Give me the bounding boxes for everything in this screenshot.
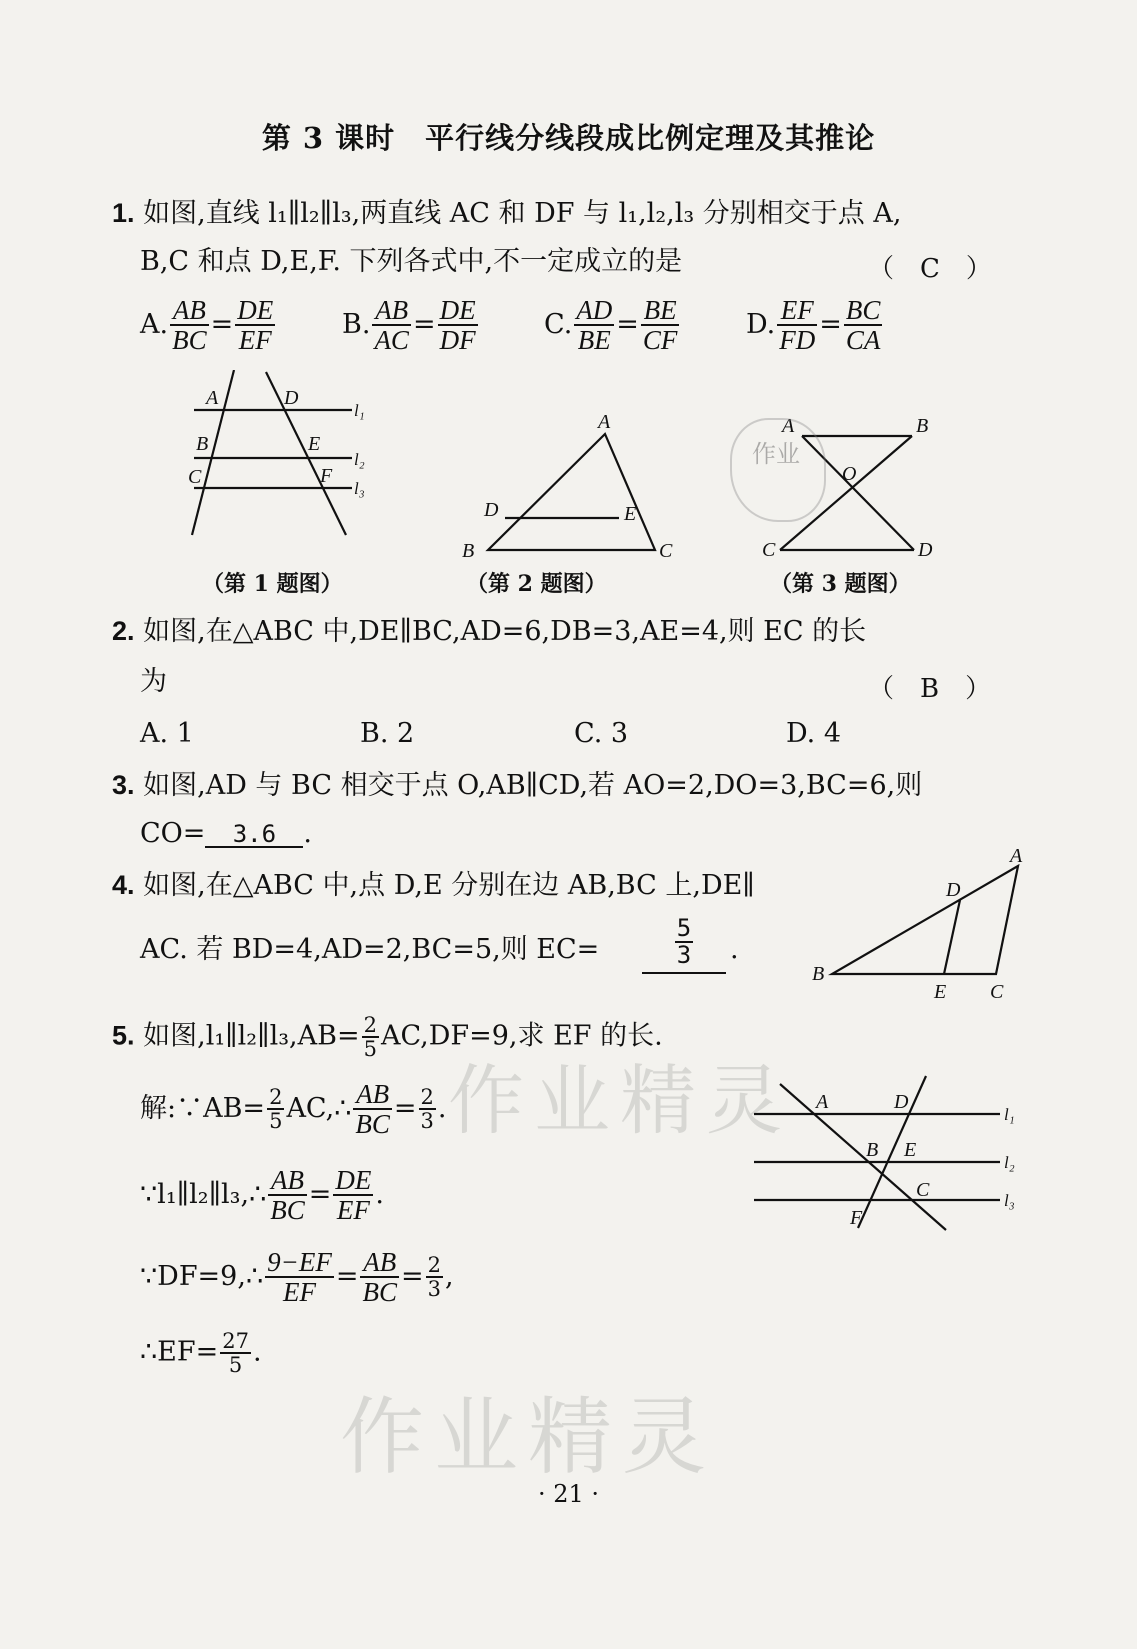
- q3-stem-line1: 如图,AD 与 BC 相交于点 O,AB∥CD,若 AO=2,DO=3,BC=6,则: [143, 770, 923, 801]
- fig3-label-a: A: [782, 415, 795, 437]
- q5-stem-prefix: 如图,l₁∥l₂∥l₃,AB=: [143, 1020, 360, 1052]
- fig5-label-l3: l₃: [1004, 1191, 1015, 1210]
- fig2-label-e: E: [624, 503, 637, 525]
- fig3-label-b: B: [916, 415, 929, 437]
- figure-2: [462, 410, 682, 560]
- q1-option-d-frac2: $\frac{BC}{CA}$: [845, 295, 881, 356]
- q3-line2-suffix: .: [303, 818, 313, 849]
- q1-option-b: B. $\frac{AB}{AC}$ = $\frac{DE}{DF}$: [342, 295, 476, 356]
- fig4-label-c: C: [990, 981, 1004, 1003]
- watermark-text-lower: 作业精灵: [340, 1388, 717, 1486]
- fig1-label-l1: l₁: [354, 401, 365, 420]
- fig1-line-df: [266, 372, 346, 535]
- q2-option-b: B. 2: [360, 718, 415, 749]
- fig4-label-b: B: [812, 963, 825, 985]
- q1-number: 1.: [112, 198, 135, 228]
- q1-stem-line2: B,C 和点 D,E,F. 下列各式中,不一定成立的是: [140, 246, 683, 277]
- q2-option-d: D. 4: [786, 718, 842, 749]
- q5-solution-line4: ∴EF= $\frac{27}{5}$ .: [140, 1329, 262, 1378]
- fig1-label-d: D: [284, 387, 299, 409]
- fig5-label-c: C: [916, 1179, 930, 1201]
- q1-option-a-frac1: $\frac{AB}{BC}$: [172, 295, 207, 356]
- fig5-label-e: E: [904, 1139, 917, 1161]
- fig3-label-c: C: [762, 539, 776, 560]
- q2-line1: [112, 618, 866, 645]
- q4-line2: [140, 936, 599, 963]
- q2-stem-line1: 如图,在△ABC 中,DE∥BC,AD=6,DB=3,AE=4,则 EC 的长: [143, 616, 867, 647]
- figure-1: [180, 370, 380, 545]
- fig1-label-e: E: [308, 433, 321, 455]
- fig5-label-l1: l₁: [1004, 1105, 1015, 1124]
- q1-option-d-label: D.: [746, 308, 776, 340]
- fig2-caption: （第 2 题图）: [466, 571, 607, 597]
- q5-solution-line1: 解:∵AB= $\frac{2}{5}$ AC,∴ $\frac{AB}{BC}$ = $\frac{2}{3}$ .: [140, 1079, 447, 1140]
- fig1-label-c: C: [188, 466, 202, 488]
- fig2-label-b: B: [462, 540, 475, 560]
- q2-option-a: A. 1: [140, 718, 194, 749]
- q1-stem-line1: 如图,直线 l₁∥l₂∥l₃,两直线 AC 和 DF 与 l₁,l₂,l₃ 分别相交于点 A,: [143, 198, 902, 229]
- q2-option-c: C. 3: [574, 718, 629, 749]
- q1-option-c: C. $\frac{AD}{BE}$ = $\frac{BE}{CF}$: [544, 295, 678, 356]
- q1-option-a-label: A.: [140, 308, 169, 340]
- figure-4: [810, 846, 1030, 1006]
- fig4-label-d: D: [946, 879, 961, 901]
- fig2-label-d: D: [484, 499, 499, 521]
- fig5-label-b: B: [866, 1139, 879, 1161]
- fig2-label-a: A: [598, 411, 611, 433]
- fig2-triangle: [488, 434, 655, 550]
- q4-answer-blank: [642, 916, 726, 974]
- q3-answer-blank: 3.6: [205, 822, 303, 848]
- fig4-line-de: [944, 900, 960, 974]
- watermark-stamp-text: 作业: [752, 440, 800, 468]
- q1-option-c-frac2: $\frac{BE}{CF}$: [642, 295, 678, 356]
- q1-option-b-frac2: $\frac{DE}{DF}$: [439, 295, 476, 356]
- q2-number: 2.: [112, 616, 135, 646]
- fig3-label-d: D: [918, 539, 933, 560]
- q4-answer-frac: $\frac{5}{3}$: [676, 914, 692, 970]
- fig5-label-a: A: [816, 1091, 829, 1113]
- fig1-caption: （第 1 题图）: [202, 571, 343, 597]
- fig3-caption: （第 3 题图）: [770, 571, 911, 597]
- q1-option-b-frac1: $\frac{AB}{AC}$: [374, 295, 409, 356]
- figure-5: [750, 1072, 1030, 1242]
- q4-stem-line1: 如图,在△ABC 中,点 D,E 分别在边 AB,BC 上,DE∥: [143, 870, 755, 901]
- fig1-label-l2: l₂: [354, 450, 365, 469]
- q1-option-b-label: B.: [342, 308, 371, 340]
- q4-line1: [112, 872, 755, 899]
- q4-line2-prefix: AC. 若 BD=4,AD=2,BC=5,则 EC=: [140, 934, 600, 965]
- q3-line2-prefix: CO=: [140, 818, 206, 849]
- q5-solution-line3: ∵DF=9,∴ $\frac{9-EF}{EF}$ = $\frac{AB}{BC}$ = $\frac{2}{3}$ ,: [140, 1247, 454, 1308]
- q4-line2-suffix: .: [730, 934, 739, 965]
- q3-line1: [112, 772, 922, 799]
- watermark-text-upper: 作业精灵: [448, 1056, 792, 1145]
- fig4-triangle: [832, 866, 1018, 974]
- q2-stem-line2: 为: [140, 666, 167, 697]
- fig5-label-l2: l₂: [1004, 1153, 1015, 1172]
- q1-answer: （ C ）: [868, 254, 992, 284]
- q3-line2: [140, 820, 312, 848]
- fig5-label-d: D: [894, 1091, 909, 1113]
- q4-number: 4.: [112, 870, 135, 900]
- page-title: 第 3 课时 平行线分线段成比例定理及其推论: [261, 121, 876, 155]
- fig3-label-o: O: [842, 463, 857, 485]
- q1-option-a: A. $\frac{AB}{BC}$ = $\frac{DE}{EF}$: [140, 295, 274, 356]
- fig5-line-ac: [780, 1084, 946, 1230]
- fig4-label-e: E: [934, 981, 947, 1003]
- q1-option-d: D. $\frac{EF}{FD}$ = $\frac{BC}{CA}$: [746, 295, 881, 356]
- fig1-label-b: B: [196, 433, 209, 455]
- q1-option-a-frac2: $\frac{DE}{EF}$: [237, 295, 274, 356]
- q5-stem-frac: $\frac{2}{5}$: [363, 1013, 377, 1062]
- q3-number: 3.: [112, 770, 135, 800]
- q5-solution-line2: ∵l₁∥l₂∥l₃,∴ $\frac{AB}{BC}$ = $\frac{DE}{EF}$ .: [140, 1165, 384, 1226]
- q1-option-c-label: C.: [544, 308, 573, 340]
- fig4-label-a: A: [1010, 846, 1023, 867]
- q1-line1: [112, 200, 901, 227]
- fig1-label-a: A: [206, 387, 219, 409]
- q5-stem-suffix: AC,DF=9,求 EF 的长.: [380, 1020, 663, 1052]
- q2-answer: （ B ）: [868, 674, 992, 704]
- fig5-label-f: F: [850, 1207, 863, 1229]
- fig1-label-f: F: [320, 465, 333, 487]
- fig1-label-l3: l₃: [354, 479, 365, 498]
- q5-number: 5.: [112, 1020, 135, 1051]
- fig2-label-c: C: [659, 540, 673, 560]
- page-number: · 21 ·: [537, 1480, 600, 1508]
- q1-option-c-frac1: $\frac{AD}{BE}$: [576, 295, 613, 356]
- watermark-stamp: [730, 418, 826, 522]
- q1-option-d-frac1: $\frac{EF}{FD}$: [779, 295, 816, 356]
